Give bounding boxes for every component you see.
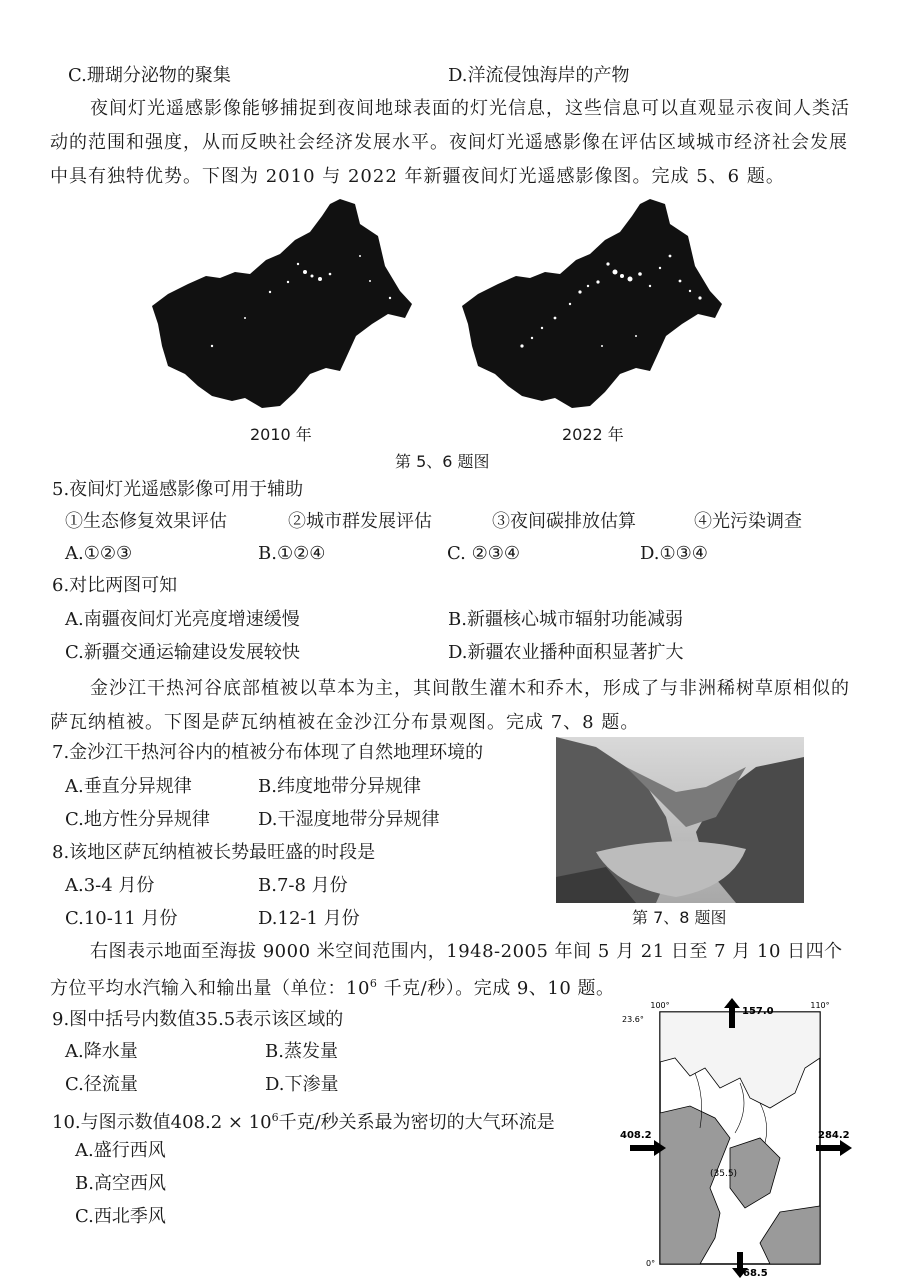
q9-option-b[interactable]: B.蒸发量	[265, 1041, 338, 1062]
figure-caption-5-6: 第 5、6 题图	[395, 452, 490, 471]
q5-option-d[interactable]: D.①③④	[640, 543, 708, 564]
question-6-stem: 6.对比两图可知	[52, 575, 178, 596]
intro-7-8: 金沙江干热河谷底部植被以草本为主，其间散生灌木和乔木，形成了与非洲稀树草原相似的萨瓦纳植被。下图是萨瓦纳植被在金沙江分布景观图。完成 7、8 题。	[50, 678, 850, 733]
question-9-stem: 9.图中括号内数值35.5表示该区域的	[52, 1009, 344, 1030]
water-vapor-diagram	[620, 998, 860, 1278]
intro-9-10-line-2: 方位平均水汽输入和输出量（单位：$10^6$ 千克/秒）。完成 9、10 题。	[50, 977, 615, 999]
q7-option-d[interactable]: D.干湿度地带分异规律	[258, 809, 440, 830]
map-label-2022: 2022 年	[562, 425, 624, 444]
q5-option-b[interactable]: B.①②④	[258, 543, 326, 564]
diagram-lon-100: 100°	[650, 1001, 670, 1010]
diagram-west-value: 408.2	[620, 1130, 652, 1141]
question-8-stem: 8.该地区萨瓦纳植被长势最旺盛的时段是	[52, 842, 376, 863]
q5-item-4: ④光污染调查	[694, 511, 802, 532]
q10-option-b[interactable]: B.高空西风	[75, 1173, 166, 1194]
xinjiang-map-2022	[460, 196, 730, 421]
question-10-stem: 10.与图示数值$408.2 \times 10^6$千克/秒关系最为密切的大气环流是	[52, 1111, 555, 1133]
q5-item-1: ①生态修复效果评估	[65, 511, 227, 532]
q5-item-2: ②城市群发展评估	[288, 511, 432, 532]
diagram-lat-top: 23.6°	[622, 1015, 644, 1024]
q9-option-a[interactable]: A.降水量	[65, 1041, 138, 1062]
jinsha-valley-photo	[556, 737, 804, 903]
q6-option-a[interactable]: A.南疆夜间灯光亮度增速缓慢	[65, 609, 300, 630]
q6-option-c[interactable]: C.新疆交通运输建设发展较快	[65, 642, 300, 663]
intro-9-10-line-1: 右图表示地面至海拔 9000 米空间范围内，1948-2005 年间 5 月 21 日至 7 月 10 日四个	[90, 941, 843, 962]
q7-option-c[interactable]: C.地方性分异规律	[65, 809, 210, 830]
q5-item-3: ③夜间碳排放估算	[492, 511, 636, 532]
q5-option-c[interactable]: C. ②③④	[447, 543, 520, 564]
diagram-north-value: 157.0	[742, 1006, 774, 1017]
diagram-east-value: 284.2	[818, 1130, 850, 1141]
diagram-south-value: 68.5	[743, 1268, 768, 1278]
map-label-2010: 2010 年	[250, 425, 312, 444]
q7-option-a[interactable]: A.垂直分异规律	[65, 776, 192, 797]
diagram-center-value: (35.5)	[710, 1169, 738, 1179]
q5-option-a[interactable]: A.①②③	[65, 543, 133, 564]
intro-5-6: 夜间灯光遥感影像能够捕捉到夜间地球表面的灯光信息，这些信息可以直观显示夜间人类活动的范围和强度，从而反映社会经济发展水平。夜间灯光遥感影像在评估区域城市经济社会发展中具有独特优势。下图为 2010 与 2022 年新疆夜间灯光遥感影像图。完成 5、6 题。	[50, 98, 850, 187]
q6-option-d[interactable]: D.新疆农业播种面积显著扩大	[448, 642, 684, 663]
diagram-lon-110: 110°	[810, 1001, 830, 1010]
diagram-lat-bottom: 0°	[646, 1259, 656, 1268]
q6-option-b[interactable]: B.新疆核心城市辐射功能减弱	[448, 609, 683, 630]
q7-option-b[interactable]: B.纬度地带分异规律	[258, 776, 421, 797]
q10-option-c[interactable]: C.西北季风	[75, 1206, 166, 1227]
figure-caption-7-8: 第 7、8 题图	[632, 908, 727, 927]
q8-option-d[interactable]: D.12-1 月份	[258, 908, 360, 929]
option-d-prev: D.洋流侵蚀海岸的产物	[448, 65, 630, 86]
q8-option-c[interactable]: C.10-11 月份	[65, 908, 178, 929]
q9-option-c[interactable]: C.径流量	[65, 1074, 138, 1095]
question-7-stem: 7.金沙江干热河谷内的植被分布体现了自然地理环境的	[52, 742, 484, 763]
xinjiang-map-2010	[150, 196, 420, 421]
question-5-stem: 5.夜间灯光遥感影像可用于辅助	[52, 479, 304, 500]
q8-option-b[interactable]: B.7-8 月份	[258, 875, 348, 896]
q10-option-a[interactable]: A.盛行西风	[75, 1140, 166, 1161]
q8-option-a[interactable]: A.3-4 月份	[65, 875, 155, 896]
option-c-prev: C.珊瑚分泌物的聚集	[68, 65, 231, 86]
q9-option-d[interactable]: D.下渗量	[265, 1074, 339, 1095]
